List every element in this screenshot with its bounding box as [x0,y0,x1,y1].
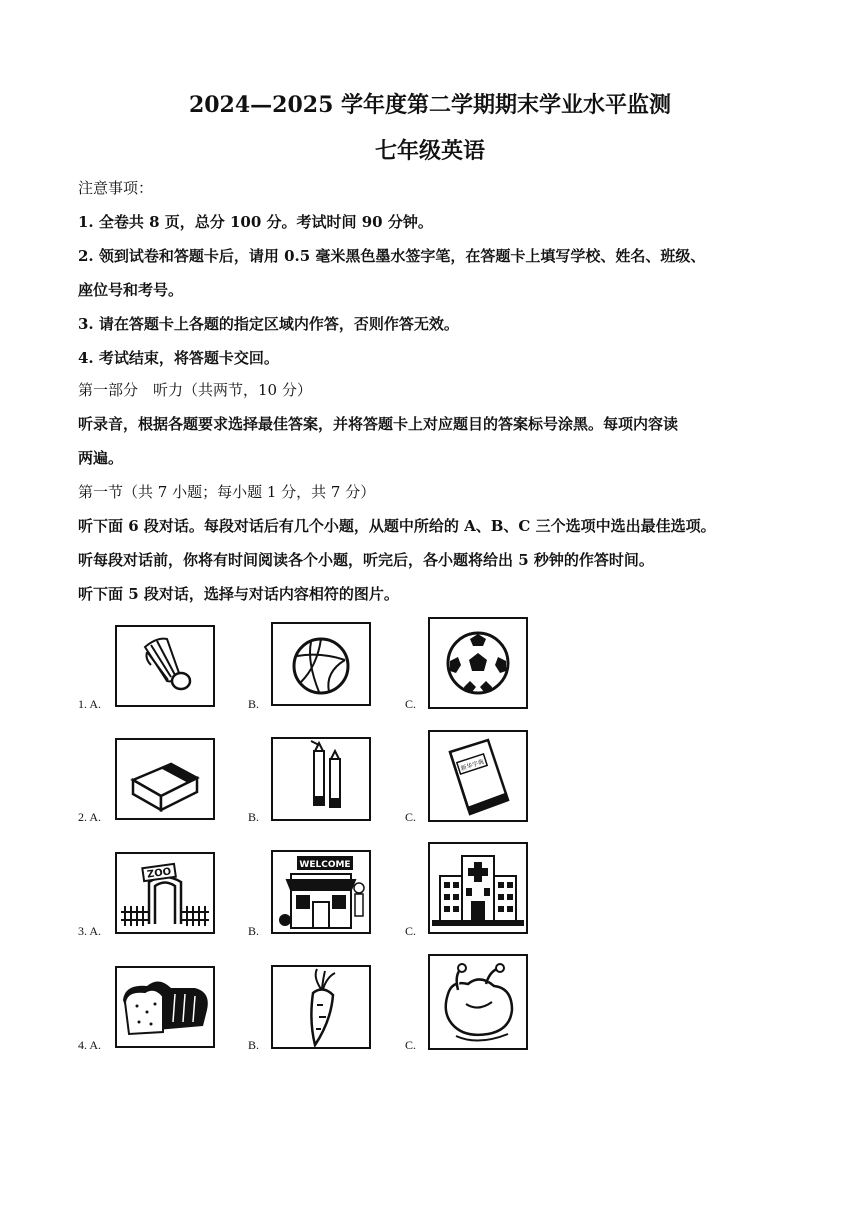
question-2-label-c: C. [405,810,417,824]
soccer-ball-icon[interactable] [428,617,528,709]
zoo-gate-icon[interactable] [115,852,215,934]
question-3-label-b: B. [248,924,260,938]
notice-item: 座位号和考号。 [78,281,184,299]
section1-instruction: 听下面 6 段对话。每段对话后有几个小题，从题中所给的 A、B、C 三个选项中选出最佳选项。 [78,517,716,535]
question-2-label-b: B. [248,810,260,824]
crayons-icon[interactable] [271,737,371,821]
dictionary-cover-text: 新华字典 [459,758,485,773]
notice-item: 1. 全卷共 8 页，总分 100 分。考试时间 90 分钟。 [78,213,433,231]
question-4-label-a: 4. A. [78,1038,102,1052]
question-1-label-b: B. [248,697,260,711]
carrot-icon[interactable] [271,965,371,1049]
notice-item: 2. 领到试卷和答题卡后，请用 0.5 毫米黑色墨水签字笔，在答题卡上填写学校、姓名、班级、 [78,247,706,265]
exam-title: 2024—2025 学年度第二学期期末学业水平监测 [188,92,672,118]
hospital-icon[interactable] [428,842,528,934]
welcome-sign-text: WELCOME [299,860,351,870]
section1-instruction: 听每段对话前，你将有时间阅读各个小题，听完后，各小题将给出 5 秒钟的作答时间。 [78,551,654,569]
section1-heading: 第一节（共 7 小题；每小题 1 分，共 7 分） [78,483,376,501]
notice-item: 3. 请在答题卡上各题的指定区域内作答，否则作答无效。 [78,315,459,333]
part1-instruction: 听录音，根据各题要求选择最佳答案，并将答题卡上对应题目的答案标号涂黑。每项内容读 [78,415,679,433]
notice-heading: 注意事项： [78,179,154,197]
question-1-label-a: 1. A. [78,697,102,711]
question-3-label-a: 3. A. [78,924,102,938]
part1-heading: 第一部分 听力（共两节，10 分） [78,381,312,399]
question-4-label-c: C. [405,1038,417,1052]
notice-item: 4. 考试结束，将答题卡交回。 [78,349,279,367]
exam-subtitle: 七年级英语 [374,138,485,164]
eraser-icon[interactable] [115,738,215,820]
dictionary-icon[interactable] [428,730,528,822]
restaurant-icon[interactable] [271,850,371,934]
chicken-icon[interactable] [428,954,528,1050]
part1-instruction: 两遍。 [78,449,124,467]
shuttlecock-icon[interactable] [115,625,215,707]
zoo-sign-text: ZOO [146,866,172,881]
question-3-label-c: C. [405,924,417,938]
bread-icon[interactable] [115,966,215,1048]
section1-instruction: 听下面 5 段对话，选择与对话内容相符的图片。 [78,585,399,603]
volleyball-icon[interactable] [271,622,371,706]
question-4-label-b: B. [248,1038,260,1052]
question-2-label-a: 2. A. [78,810,102,824]
question-1-label-c: C. [405,697,417,711]
